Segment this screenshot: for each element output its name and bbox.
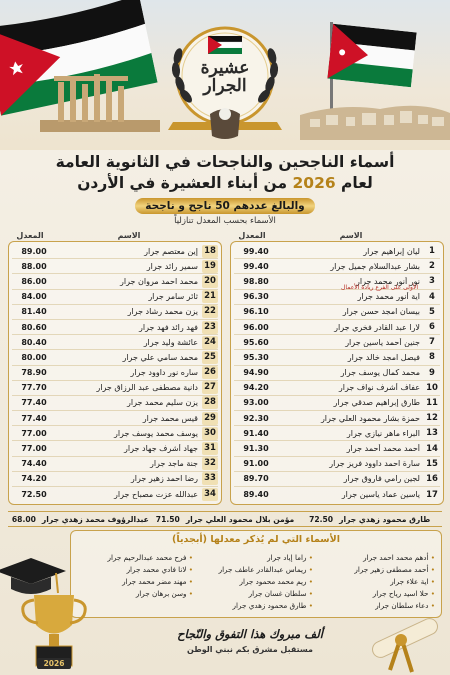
student-average: 77.40 bbox=[21, 398, 47, 408]
rank-number: 3 bbox=[429, 276, 435, 287]
student-name: البراء ماهر نيازي جرار bbox=[346, 428, 420, 438]
table-row bbox=[234, 320, 440, 335]
student-average: 89.40 bbox=[243, 490, 269, 500]
unlisted-name: • لانا فادي محمد جرار bbox=[75, 564, 193, 576]
rank-number: 4 bbox=[429, 291, 435, 302]
unlisted-name: • ريم محمد محمود جرار bbox=[195, 576, 313, 588]
student-name: عائشة وليد جرار bbox=[143, 337, 198, 347]
student-name: ثائر سامر جرار bbox=[148, 292, 198, 302]
student-average: 93.00 bbox=[243, 398, 269, 408]
rank-number: 31 bbox=[202, 442, 218, 455]
student-average: 96.30 bbox=[243, 292, 269, 302]
table-row bbox=[12, 320, 218, 335]
unlisted-name: • اية علاء جرار bbox=[317, 576, 435, 588]
table-row bbox=[12, 305, 218, 320]
emblem-line1: عشيرة bbox=[200, 58, 250, 78]
rank-number: 34 bbox=[202, 488, 218, 501]
rank-number: 30 bbox=[202, 427, 218, 440]
unlisted-name: • أدهم محمد احمد جرار bbox=[317, 552, 435, 564]
unlisted-name: • أحمد مصطفى زهير جرار bbox=[317, 564, 435, 576]
student-name: فهد رائد فهد جرار bbox=[138, 322, 198, 332]
student-name: ياسين عماد ياسين جرار bbox=[341, 490, 420, 500]
student-name: لجين رامي فاروق جرار bbox=[343, 474, 420, 484]
student-average: 98.80 bbox=[243, 276, 269, 286]
unlisted-name: • سلطان غسان جرار bbox=[195, 588, 313, 600]
rank-number: 27 bbox=[202, 381, 218, 394]
rank-number: 17 bbox=[426, 489, 438, 500]
table-body bbox=[230, 241, 444, 505]
table-row bbox=[12, 441, 218, 456]
student-average: 68.00 bbox=[11, 514, 36, 524]
title-year: 2026 bbox=[292, 174, 336, 192]
student-name: يوسف محمد يوسف جرار bbox=[113, 428, 198, 438]
results-table-right bbox=[230, 231, 444, 505]
page-title bbox=[0, 152, 450, 194]
student-average: 94.20 bbox=[243, 383, 269, 393]
student-average: 78.90 bbox=[21, 368, 47, 378]
student-name: محمد كمال يوسف جرار bbox=[340, 368, 420, 378]
title-line2-prefix: لعام bbox=[341, 174, 373, 192]
table-row bbox=[234, 411, 440, 426]
unlisted-name: • وسن برهان جرار bbox=[75, 588, 193, 600]
extra-result bbox=[8, 515, 153, 524]
rank-number: 7 bbox=[429, 337, 435, 348]
rank-number: 26 bbox=[202, 366, 218, 379]
table-row bbox=[234, 457, 440, 472]
unlisted-name: • دعاء سلطان جرار bbox=[317, 600, 435, 612]
ruins-icon bbox=[40, 62, 160, 132]
student-name: بشار عبدالسلام جميل جرار bbox=[330, 261, 420, 271]
rank-number: 12 bbox=[426, 413, 438, 424]
table-row bbox=[234, 259, 440, 274]
diploma-scroll-icon bbox=[360, 600, 450, 675]
congrats-line2: مستقبل مشرق بكم نبني الوطن bbox=[187, 645, 313, 654]
student-average: 77.40 bbox=[21, 413, 47, 423]
student-name: لارا عبد القادر فخري جرار bbox=[334, 322, 420, 332]
rank-number: 24 bbox=[202, 336, 218, 349]
table-row bbox=[234, 426, 440, 441]
rank-number: 22 bbox=[202, 305, 218, 318]
title-line1: أسماء الناجحين والناجحات في الثانوية العامة bbox=[55, 153, 395, 171]
unlisted-name: • مهند مضر محمد جرار bbox=[75, 576, 193, 588]
table-body bbox=[8, 241, 222, 505]
extra-result bbox=[297, 515, 442, 524]
student-average: 80.60 bbox=[21, 322, 47, 332]
table-row bbox=[234, 305, 440, 320]
jordan-flag-right-icon bbox=[327, 24, 416, 87]
student-name: مؤمن بلال محمود العلي جرار bbox=[185, 514, 295, 524]
table-row bbox=[12, 290, 218, 305]
student-name: طارق إبراهيم صدقي جرار bbox=[333, 398, 420, 408]
student-name: عفاف أشرف نواف جرار bbox=[338, 383, 420, 393]
student-average: 89.70 bbox=[243, 474, 269, 484]
student-average: 96.10 bbox=[243, 307, 269, 317]
student-average: 80.40 bbox=[21, 337, 47, 347]
student-average: 74.40 bbox=[21, 459, 47, 469]
extra-results-row bbox=[8, 511, 442, 527]
student-average: 77.00 bbox=[21, 444, 47, 454]
unlisted-title: الأسماء التي لم يُذكر معدلها (أبجدياً) bbox=[172, 534, 340, 545]
table-row bbox=[234, 335, 440, 350]
count-banner: والبالغ عددهم 50 ناجح و ناجحة bbox=[135, 198, 315, 214]
rank-number: 6 bbox=[429, 322, 435, 333]
student-average: 95.60 bbox=[243, 337, 269, 347]
unlisted-column-2 bbox=[195, 552, 313, 612]
student-name: جنين أحمد ياسين جرار bbox=[345, 337, 420, 347]
table-row bbox=[234, 441, 440, 456]
rank-number: 8 bbox=[429, 352, 435, 363]
rank-number: 23 bbox=[202, 321, 218, 334]
student-average: 72.50 bbox=[309, 514, 334, 524]
rank-number: 13 bbox=[426, 428, 438, 439]
student-name: ساره نور داوود جرار bbox=[130, 368, 198, 378]
table-row bbox=[12, 411, 218, 426]
table-row bbox=[234, 350, 440, 365]
student-average: 91.40 bbox=[243, 428, 269, 438]
rank-number: 29 bbox=[202, 412, 218, 425]
student-average: 81.40 bbox=[21, 307, 47, 317]
table-row bbox=[234, 244, 440, 259]
table-row bbox=[12, 259, 218, 274]
table-row bbox=[12, 274, 218, 289]
title-line2 bbox=[0, 172, 450, 194]
table-row bbox=[234, 274, 440, 292]
rank-number: 25 bbox=[202, 351, 218, 364]
table-row bbox=[234, 366, 440, 381]
city-skyline-icon bbox=[300, 95, 450, 140]
table-row bbox=[12, 396, 218, 411]
emblem-line2: الجرار bbox=[203, 75, 247, 96]
unlisted-name: • حلا اسيد رياح جرار bbox=[317, 588, 435, 600]
student-average: 99.40 bbox=[243, 261, 269, 271]
sort-note: الأسماء بحسب المعدل تنازلياً bbox=[174, 216, 276, 226]
student-name: محمد احمد مروان جرار bbox=[120, 276, 198, 286]
rank-number: 32 bbox=[202, 457, 218, 470]
rank-number: 21 bbox=[202, 290, 218, 303]
rank-number: 2 bbox=[429, 261, 435, 272]
student-name: أحمد محمد أحمد جرار bbox=[346, 444, 420, 454]
rank-number: 11 bbox=[426, 397, 438, 408]
rank-number: 9 bbox=[429, 367, 435, 378]
table-row bbox=[12, 472, 218, 487]
table-row bbox=[234, 472, 440, 487]
table-row bbox=[234, 487, 440, 502]
student-average: 71.50 bbox=[155, 514, 180, 524]
table-row bbox=[12, 244, 218, 259]
unlisted-name: • راما إياد جرار bbox=[195, 552, 313, 564]
header-scene bbox=[0, 0, 450, 150]
table-row bbox=[12, 457, 218, 472]
table-header bbox=[8, 231, 222, 241]
congratulations-text bbox=[150, 627, 350, 654]
student-name: محمد سامي علي جرار bbox=[122, 352, 198, 362]
rank-number: 33 bbox=[202, 472, 218, 485]
student-name: يزن سليم محمد جرار bbox=[127, 398, 198, 408]
unlisted-name: • ريماس عبدالقادر عاطف جرار bbox=[195, 564, 313, 576]
student-name: قيس محمد جرار bbox=[142, 413, 198, 423]
student-average: 72.50 bbox=[21, 490, 47, 500]
student-average: 74.20 bbox=[21, 474, 47, 484]
student-name: عبدالرؤوف محمد زهدي جرار bbox=[41, 514, 149, 524]
student-name: طارق محمود زهدي جرار bbox=[339, 514, 431, 524]
student-average: 95.30 bbox=[243, 352, 269, 362]
student-average: 94.90 bbox=[243, 368, 269, 378]
table-row bbox=[234, 290, 440, 305]
student-average: 89.00 bbox=[21, 246, 47, 256]
header-name: الاسم bbox=[117, 231, 141, 240]
student-name: رضا احمد زهير جرار bbox=[130, 474, 198, 484]
rank-number: 16 bbox=[426, 473, 438, 484]
student-distinction-note: الأولى على الفرع ريادة الأعمال bbox=[341, 284, 418, 292]
student-name: فيصل امجد خالد جرار bbox=[347, 352, 420, 362]
rank-number: 14 bbox=[426, 443, 438, 454]
congrats-line1: ألف مبروك هذا التفوق والنّجاح bbox=[177, 627, 323, 641]
student-average: 92.30 bbox=[243, 413, 269, 423]
header-avg: المعدل bbox=[238, 231, 266, 240]
student-average: 96.00 bbox=[243, 322, 269, 332]
student-average: 91.30 bbox=[243, 444, 269, 454]
student-name: يزن محمد رشاد جرار bbox=[127, 307, 198, 317]
emblem-title bbox=[158, 60, 292, 96]
student-name: نور أنور محمد جرار bbox=[355, 276, 420, 286]
table-row bbox=[12, 366, 218, 381]
header-name: الاسم bbox=[339, 231, 363, 240]
student-average: 91.00 bbox=[243, 459, 269, 469]
student-name: ليان إبراهيم جرار bbox=[363, 246, 420, 256]
header-avg: المعدل bbox=[16, 231, 44, 240]
student-average: 80.00 bbox=[21, 352, 47, 362]
student-average: 77.00 bbox=[21, 428, 47, 438]
student-average: 84.00 bbox=[21, 292, 47, 302]
student-average: 77.70 bbox=[21, 383, 47, 393]
student-average: 86.00 bbox=[21, 276, 47, 286]
student-name: سارة احمد داوود فريز جرار bbox=[329, 459, 420, 469]
title-line2-suffix: من أبناء العشيرة في الأردن bbox=[77, 174, 288, 192]
table-row bbox=[234, 381, 440, 396]
results-table-left bbox=[8, 231, 222, 505]
table-header bbox=[230, 231, 444, 241]
student-name: عبدالله عزت مصباح جرار bbox=[113, 490, 198, 500]
student-name: حمزة بشار محمود العلي جرار bbox=[320, 413, 420, 423]
student-name: سمير رائد جرار bbox=[146, 261, 198, 271]
student-name: بيسان امجد حسن جرار bbox=[342, 307, 420, 317]
unlisted-name: • طارق محمود زهدي جرار bbox=[195, 600, 313, 612]
rank-number: 19 bbox=[202, 260, 218, 273]
table-row bbox=[12, 487, 218, 502]
rank-number: 1 bbox=[429, 246, 435, 257]
unlisted-name: • فرح محمد عبدالرحيم جرار bbox=[75, 552, 193, 564]
rank-number: 20 bbox=[202, 275, 218, 288]
student-average: 88.00 bbox=[21, 261, 47, 271]
rank-number: 5 bbox=[429, 306, 435, 317]
student-average: 99.40 bbox=[243, 246, 269, 256]
student-name: دانية مصطفى عبد الرزاق جرار bbox=[96, 383, 198, 393]
rank-number: 18 bbox=[202, 245, 218, 258]
table-row bbox=[12, 426, 218, 441]
student-name: جنة ماجد جرار bbox=[149, 459, 198, 469]
table-row bbox=[12, 350, 218, 365]
student-name: اية أنور محمد جرار bbox=[357, 292, 420, 302]
rank-number: 10 bbox=[426, 382, 438, 393]
rank-number: 28 bbox=[202, 396, 218, 409]
student-name: جهاد أشرف جهاد جرار bbox=[124, 444, 198, 454]
table-row bbox=[12, 335, 218, 350]
student-name: إين معتصم جرار bbox=[144, 246, 198, 256]
table-row bbox=[234, 396, 440, 411]
trophy-year-badge: 2026 bbox=[37, 658, 71, 669]
table-row bbox=[12, 381, 218, 396]
extra-result bbox=[153, 515, 298, 524]
rank-number: 15 bbox=[426, 458, 438, 469]
